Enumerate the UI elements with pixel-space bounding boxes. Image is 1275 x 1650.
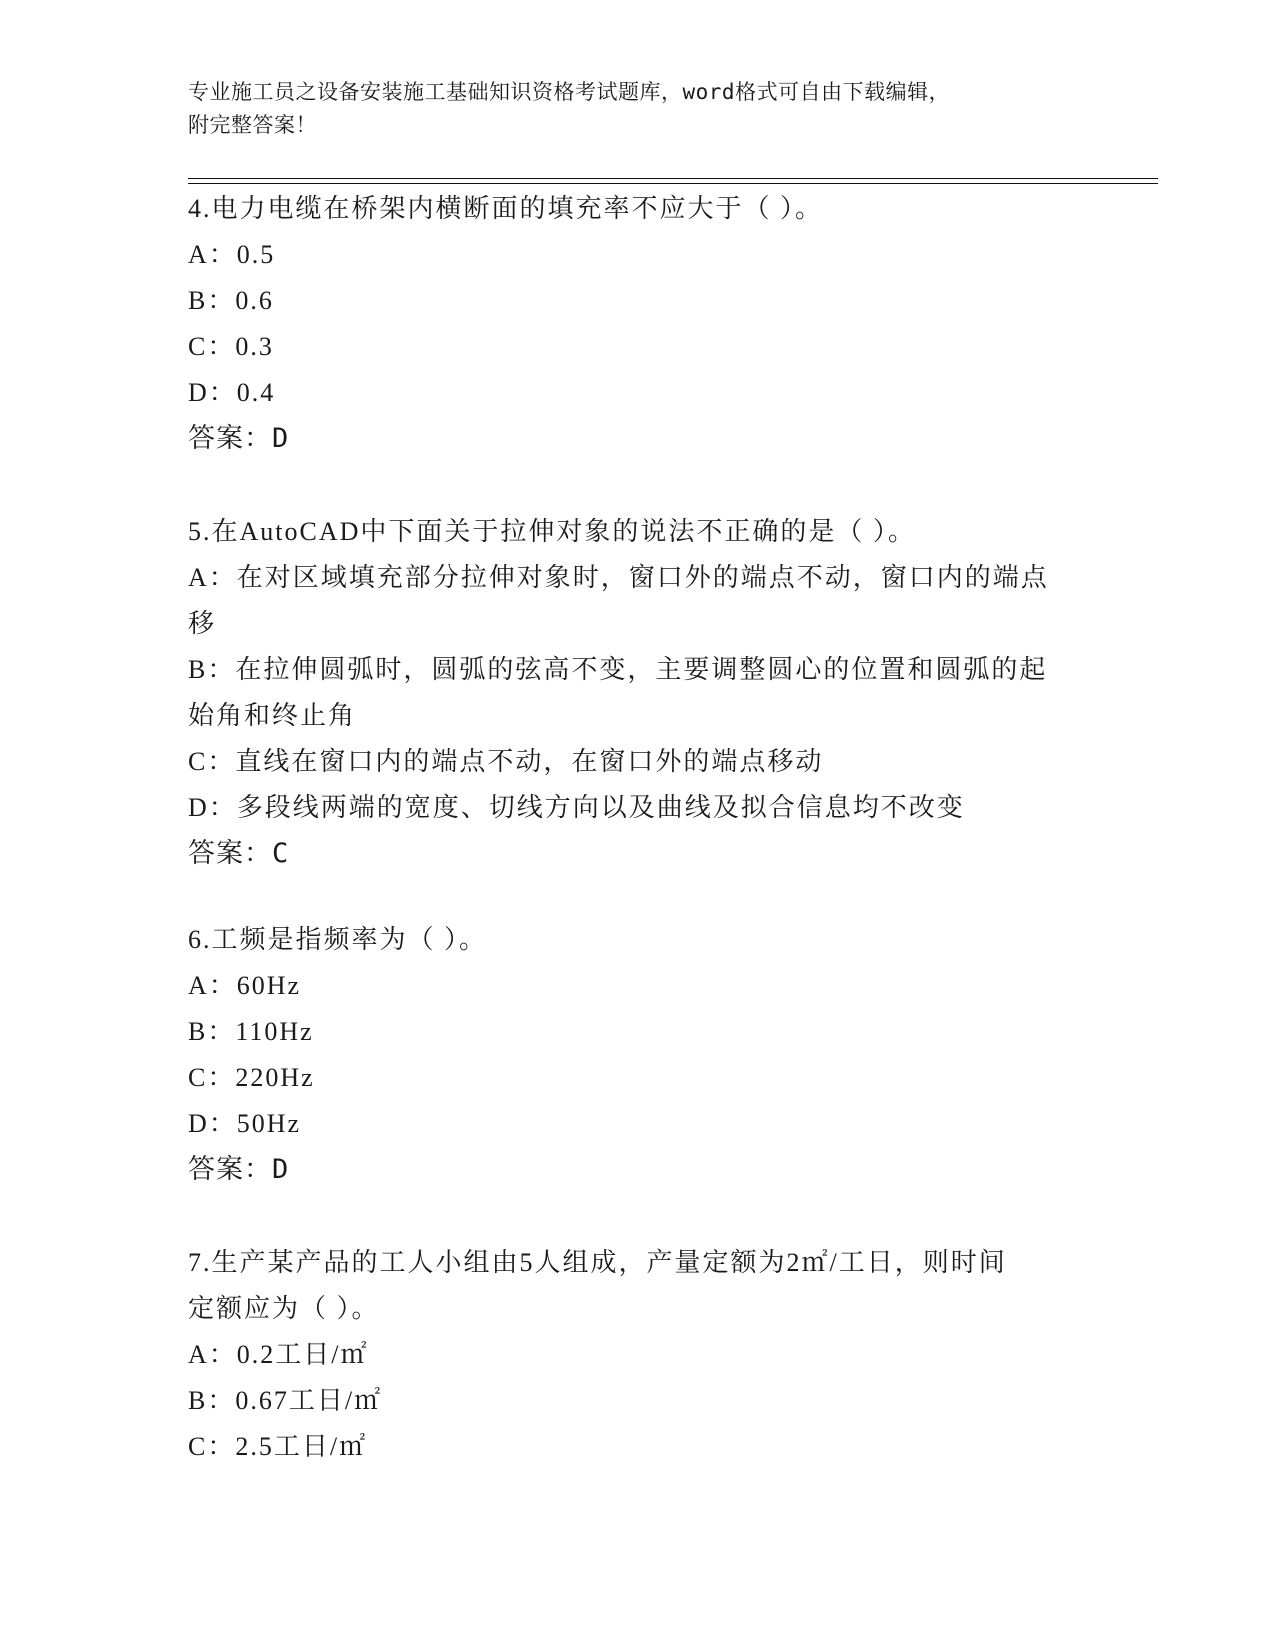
question-stem: 6.工频是指频率为（ ）。 — [188, 925, 488, 954]
answer-label: 答案：D — [188, 423, 290, 454]
option-a: A：在对区域填充部分拉伸对象时，窗口外的端点不动，窗口内的端点 — [188, 563, 1049, 592]
document-header — [188, 76, 1068, 142]
option-a-continued: 移 — [188, 609, 217, 638]
option-a: A：60Hz — [188, 971, 302, 1000]
option-b: B：0.6 — [188, 286, 274, 315]
header-line-2: 附完整答案！ — [188, 113, 317, 137]
option-b: B：在拉伸圆弧时，圆弧的弦高不变，主要调整圆心的位置和圆弧的起 — [188, 655, 1048, 684]
question-stem: 7.生产某产品的工人小组由5人组成，产量定额为2㎡/工日，则时间 — [188, 1248, 1007, 1277]
option-c: C：2.5工日/㎡ — [188, 1432, 368, 1461]
question-4 — [188, 186, 1088, 462]
question-6 — [188, 917, 1088, 1193]
option-a: A：0.2工日/㎡ — [188, 1340, 369, 1369]
option-c: C：220Hz — [188, 1063, 315, 1092]
option-c: C：直线在窗口内的端点不动，在窗口外的端点移动 — [188, 747, 824, 776]
option-b: B：0.67工日/㎡ — [188, 1386, 383, 1415]
answer-label: 答案：D — [188, 1154, 290, 1185]
answer-label: 答案：C — [188, 838, 290, 869]
option-d: D：50Hz — [188, 1109, 302, 1138]
question-stem: 5.在AutoCAD中下面关于拉伸对象的说法不正确的是（ ）。 — [188, 517, 916, 546]
option-a: A：0.5 — [188, 240, 276, 269]
header-divider-bottom — [188, 183, 1158, 184]
question-stem: 4.电力电缆在桥架内横断面的填充率不应大于（ ）。 — [188, 194, 824, 223]
header-divider-top — [188, 178, 1158, 179]
question-7 — [188, 1240, 1088, 1470]
option-d: D：0.4 — [188, 378, 276, 407]
header-line-1: 专业施工员之设备安装施工基础知识资格考试题库，word格式可自由下载编辑， — [188, 80, 951, 104]
option-b-continued: 始角和终止角 — [188, 701, 357, 730]
option-d: D：多段线两端的宽度、切线方向以及曲线及拟合信息均不改变 — [188, 793, 965, 822]
option-b: B：110Hz — [188, 1017, 314, 1046]
option-c: C：0.3 — [188, 332, 274, 361]
question-5 — [188, 509, 1088, 877]
question-stem-continued: 定额应为（ ）。 — [188, 1294, 380, 1323]
